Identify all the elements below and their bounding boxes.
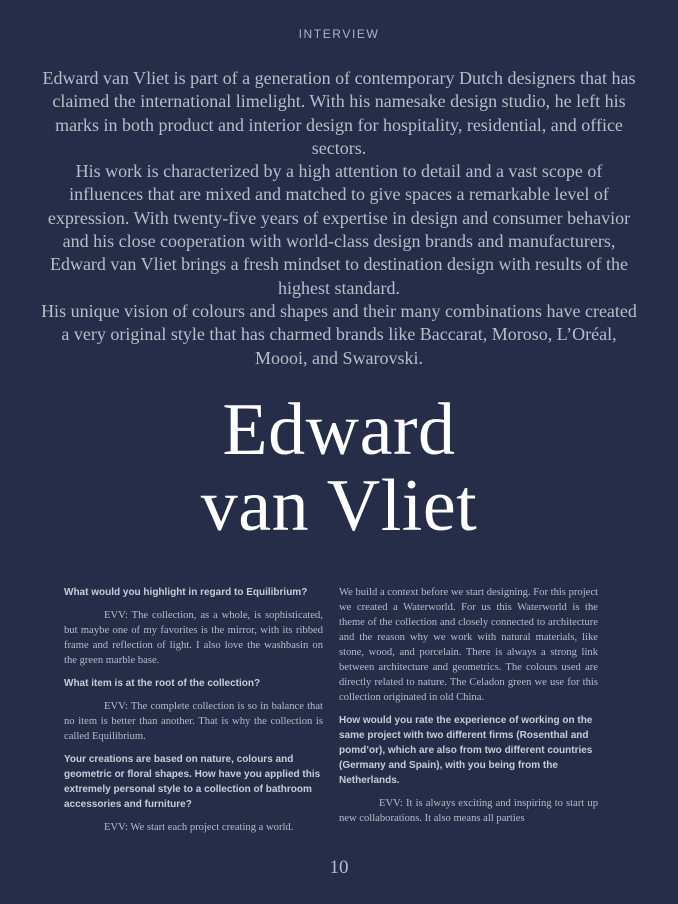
- page-title: [0, 389, 678, 547]
- intro-paragraph: Edward van Vliet is part of a generation of contemporary Dutch designers that has claimed the international limelight. With his namesake design studio, he left his marks in both product and interior design for hospitality, residential, and office sectors.: [42, 68, 636, 158]
- interview-column-right: [339, 585, 598, 834]
- intro-paragraph: His unique vision of colours and shapes and their many combinations have created a very original style that has charmed brands like Baccarat, Moroso, L’Oréal, Moooi, and Swarovski.: [41, 300, 637, 368]
- question-4: How would you rate the experience of working on the same project with two different firms (Rosenthal and pomd’or), which are also from two different countries (Germany and Spain), with you being from the Netherlands.: [339, 715, 593, 786]
- answer-3: EVV: We start each project creating a world.: [104, 822, 294, 833]
- answer-4: EVV: It is always exciting and inspiring to start up new collaborations. It also means all parties: [339, 798, 598, 824]
- intro-paragraph: His work is characterized by a high attention to detail and a vast scope of influences that are mixed and matched to give spaces a remarkable level of expression. With twenty-five years of expertise in design and consumer behavior and his close cooperation with world-class design brands and manufacturers, Edward van Vliet brings a fresh mindset to destination design with results of the highest standard.: [47, 161, 631, 298]
- question-3: Your creations are based on nature, colours and geometric or floral shapes. How have you applied this extremely personal style to a collection of bathroom accessories and furniture?: [64, 754, 321, 810]
- section-label: INTERVIEW: [298, 27, 380, 41]
- title-line-1: Edward: [222, 389, 456, 471]
- page-number: 10: [329, 857, 349, 878]
- intro-text: [40, 67, 638, 370]
- answer-2: EVV: The complete collection is so in balance that no item is better than another. That is why the collection is called Equilibrium.: [64, 701, 323, 742]
- question-2: What item is at the root of the collection?: [64, 678, 261, 689]
- interview-column-left: [64, 585, 323, 843]
- answer-3-continued: We build a context before we start designing. For this project we created a Waterworld. For us this Waterworld is the theme of the collection and closely connected to architecture and the reason why we work with natural materials, like stone, wood, and porcelain. There is always a strong link between architecture and geometrics. The colours used are directly related to nature. The Celadon green we use for this collection originated in old China.: [339, 587, 598, 703]
- title-line-2: van Vliet: [200, 465, 478, 547]
- question-1: What would you highlight in regard to Equilibrium?: [64, 587, 308, 598]
- answer-1: EVV: The collection, as a whole, is sophisticated, but maybe one of my favorites is the mirror, with its ribbed frame and reflection of light. I also love the washbasin on the green marble base.: [64, 610, 323, 666]
